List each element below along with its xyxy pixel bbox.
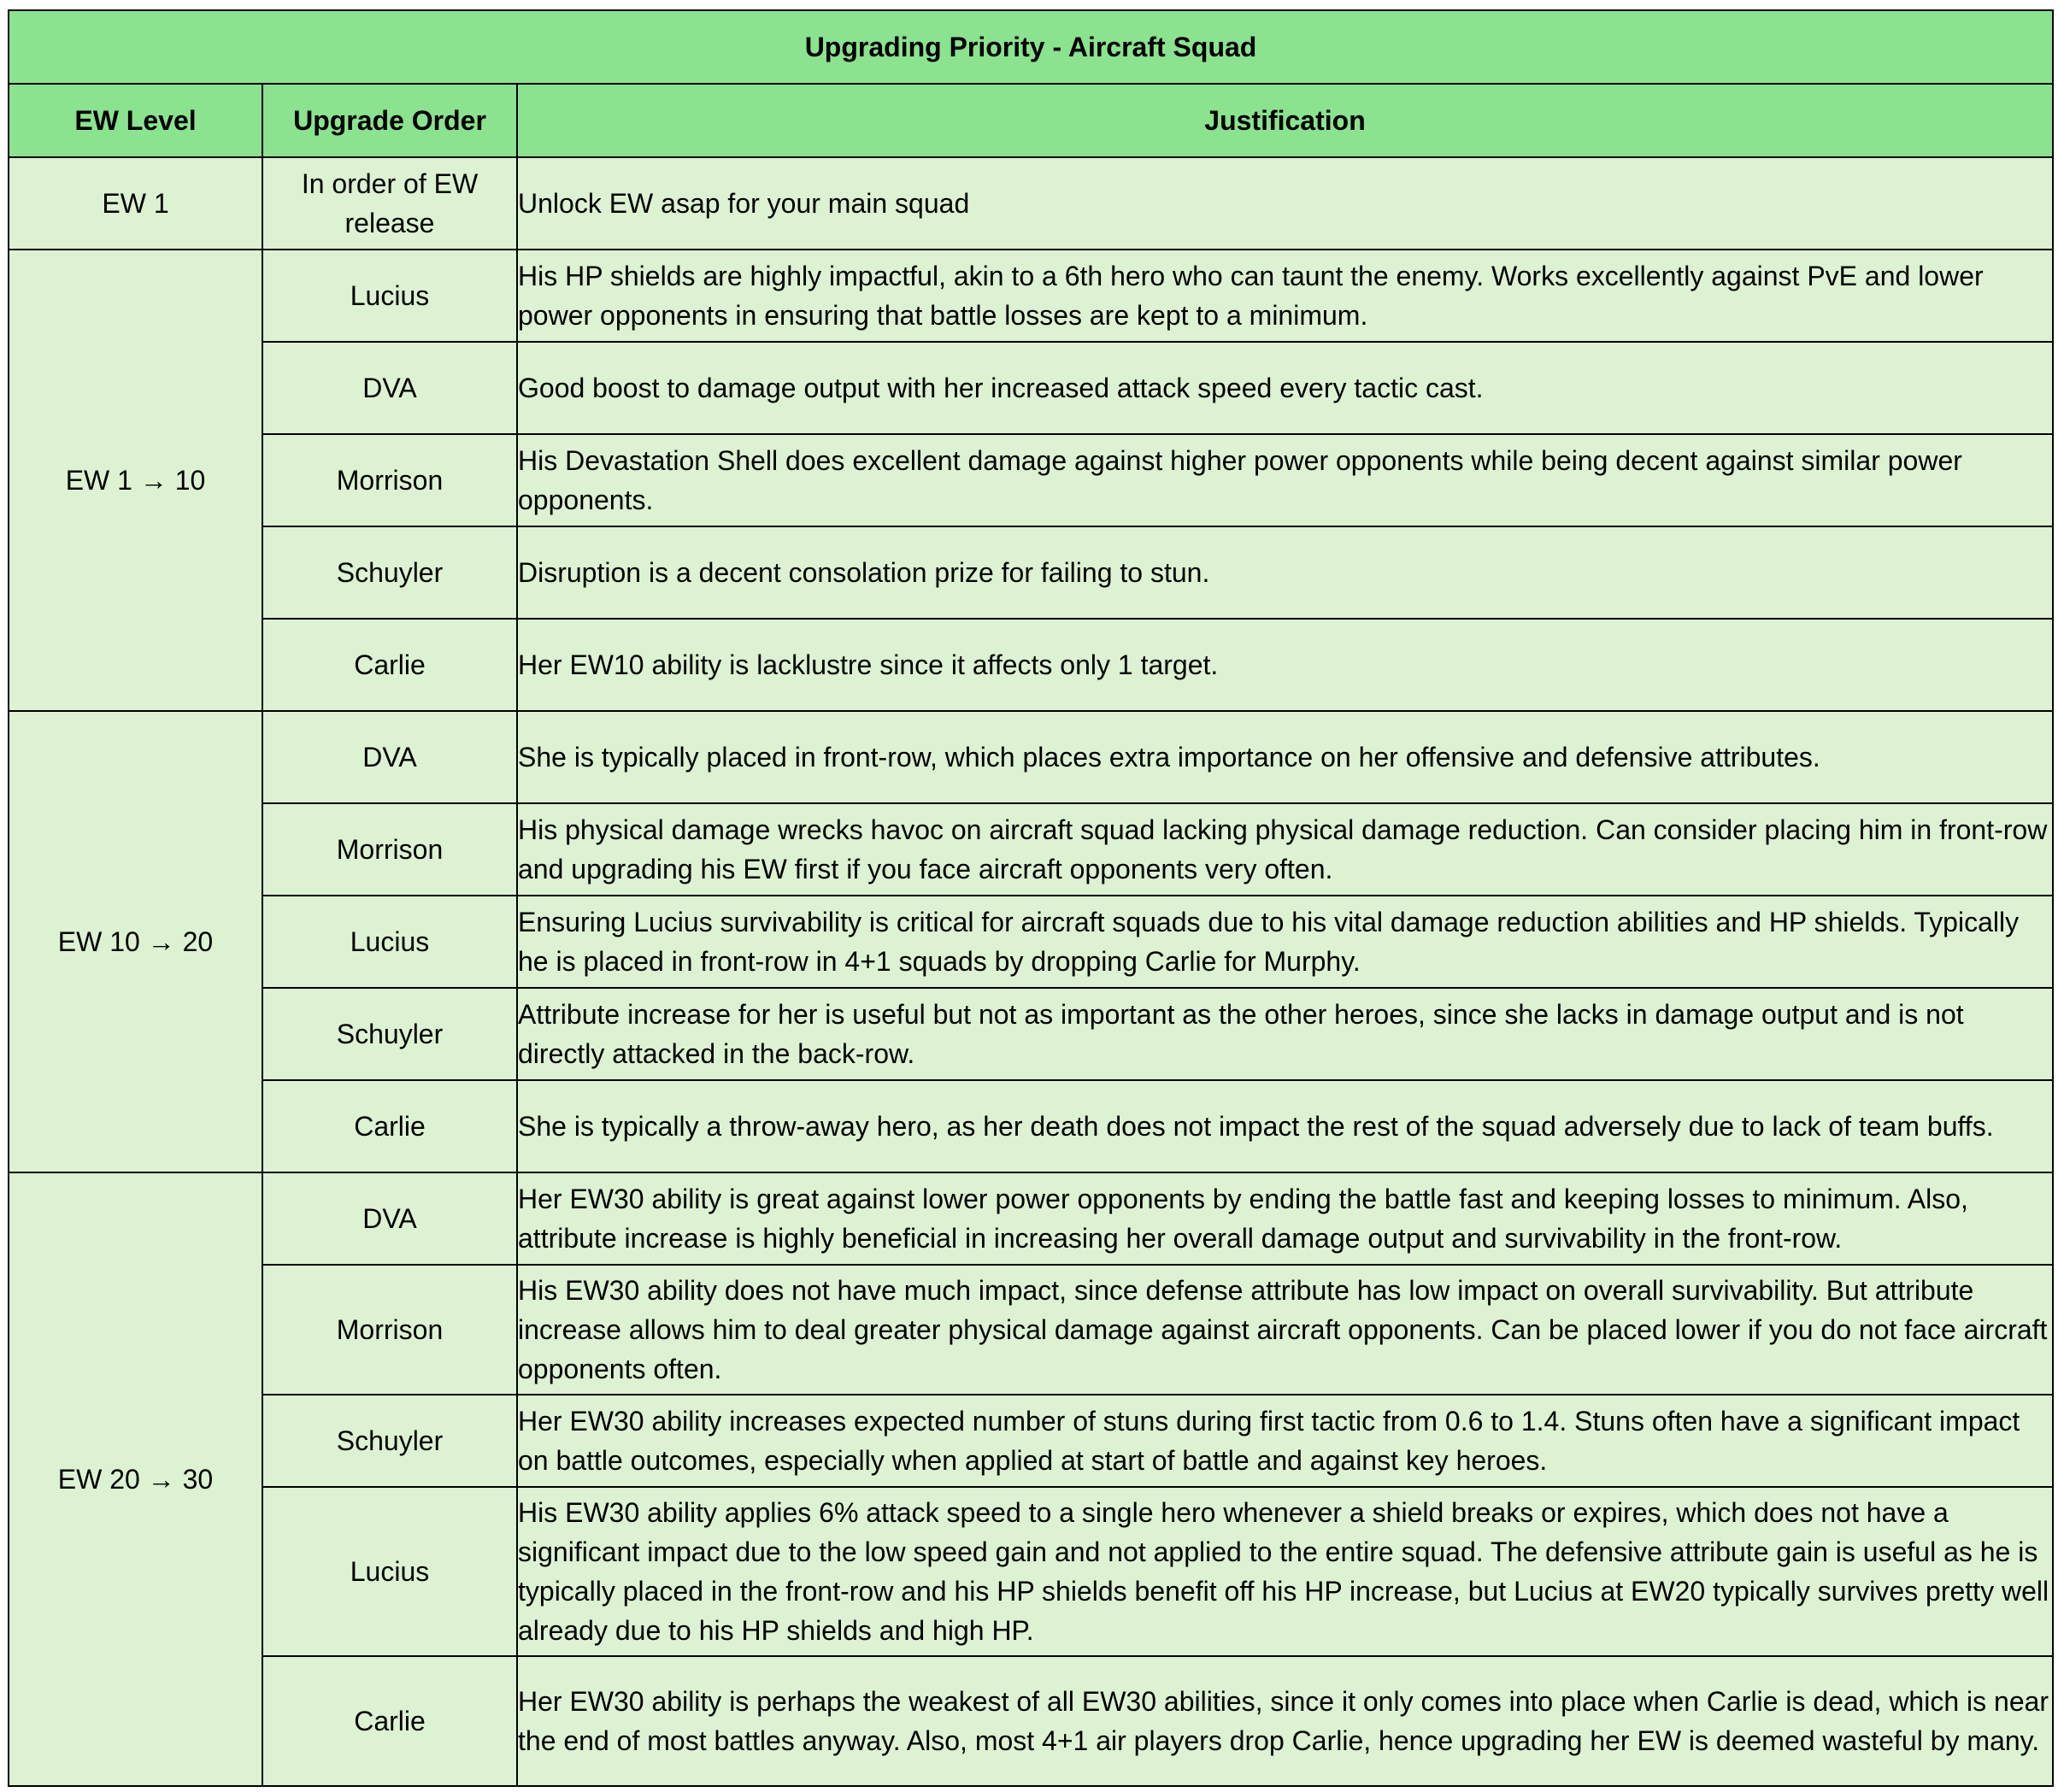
justification-cell: Unlock EW asap for your main squad xyxy=(517,157,2053,250)
upgrade-order-cell: Carlie xyxy=(262,619,517,711)
justification-cell: Attribute increase for her is useful but not as important as the other heroes, since she lacks in damage output and is not directly attacked in the back-row. xyxy=(517,988,2053,1080)
ew-level-cell: EW 20 → 30 xyxy=(9,1172,262,1786)
upgrade-order-cell: In order of EW release xyxy=(262,157,517,250)
justification-cell: His Devastation Shell does excellent damage against higher power opponents while being decent against similar power opponents. xyxy=(517,434,2053,526)
justification-cell: She is typically a throw-away hero, as her death does not impact the rest of the squad adversely due to lack of team buffs. xyxy=(517,1080,2053,1172)
justification-cell: His HP shields are highly impactful, akin to a 6th hero who can taunt the enemy. Works excellently against PvE and lower power opponents in ensuring that battle losses are kept to a minimum. xyxy=(517,250,2053,342)
table-row xyxy=(9,1395,2053,1487)
column-header-justification: Justification xyxy=(517,84,2053,157)
upgrade-order-cell: Schuyler xyxy=(262,1395,517,1487)
table-row xyxy=(9,711,2053,803)
justification-cell: His physical damage wrecks havoc on aircraft squad lacking physical damage reduction. Can consider placing him in front-row and upgrading his EW first if you face aircraft opponents very often. xyxy=(517,803,2053,896)
upgrade-order-cell: DVA xyxy=(262,711,517,803)
table-row xyxy=(9,1487,2053,1656)
table-title: Upgrading Priority - Aircraft Squad xyxy=(9,10,2053,84)
table-row xyxy=(9,896,2053,988)
upgrade-order-cell: Lucius xyxy=(262,250,517,342)
table-row xyxy=(9,619,2053,711)
justification-cell: She is typically placed in front-row, which places extra importance on her offensive and defensive attributes. xyxy=(517,711,2053,803)
column-header-upgrade-order: Upgrade Order xyxy=(262,84,517,157)
upgrade-order-cell: Schuyler xyxy=(262,988,517,1080)
justification-cell: Her EW10 ability is lacklustre since it affects only 1 target. xyxy=(517,619,2053,711)
justification-cell: Disruption is a decent consolation prize for failing to stun. xyxy=(517,526,2053,619)
table-row xyxy=(9,1265,2053,1395)
table-row xyxy=(9,1172,2053,1265)
upgrade-order-cell: DVA xyxy=(262,1172,517,1265)
upgrade-order-cell: Carlie xyxy=(262,1080,517,1172)
table-row xyxy=(9,434,2053,526)
upgrade-order-cell: Lucius xyxy=(262,1487,517,1656)
justification-cell: Good boost to damage output with her increased attack speed every tactic cast. xyxy=(517,342,2053,434)
justification-cell: His EW30 ability does not have much impact, since defense attribute has low impact on overall survivability. But attribute increase allows him to deal greater physical damage against aircraft opponents. Can be placed lower if you do not face aircraft opponents often. xyxy=(517,1265,2053,1395)
upgrade-order-cell: Morrison xyxy=(262,1265,517,1395)
upgrade-order-cell: DVA xyxy=(262,342,517,434)
upgrade-order-cell: Schuyler xyxy=(262,526,517,619)
ew-level-cell: EW 1 → 10 xyxy=(9,250,262,711)
upgrade-order-cell: Morrison xyxy=(262,803,517,896)
table-row xyxy=(9,157,2053,250)
justification-cell: Her EW30 ability increases expected number of stuns during first tactic from 0.6 to 1.4. Stuns often have a significant impact on battle outcomes, especially when applied at start of battle and against key heroes. xyxy=(517,1395,2053,1487)
table-row xyxy=(9,803,2053,896)
ew-level-cell: EW 1 xyxy=(9,157,262,250)
column-header-ew-level: EW Level xyxy=(9,84,262,157)
table-row xyxy=(9,250,2053,342)
table-row xyxy=(9,526,2053,619)
title-row xyxy=(9,10,2053,84)
table-row xyxy=(9,1080,2053,1172)
upgrade-order-cell: Morrison xyxy=(262,434,517,526)
upgrade-order-cell: Carlie xyxy=(262,1656,517,1786)
table-row xyxy=(9,1656,2053,1786)
table-row xyxy=(9,988,2053,1080)
table-row xyxy=(9,342,2053,434)
ew-level-cell: EW 10 → 20 xyxy=(9,711,262,1172)
justification-cell: His EW30 ability applies 6% attack speed to a single hero whenever a shield breaks or expires, which does not have a significant impact due to the low speed gain and not applied to the entire squad. The defensive attribute gain is useful as he is typically placed in the front-row and his HP shields benefit off his HP increase, but Lucius at EW20 typically survives pretty well already due to his HP shields and high HP. xyxy=(517,1487,2053,1656)
upgrade-order-cell: Lucius xyxy=(262,896,517,988)
header-row xyxy=(9,84,2053,157)
justification-cell: Her EW30 ability is great against lower power opponents by ending the battle fast and keeping losses to minimum. Also, attribute increase is highly beneficial in increasing her overall damage output and survivability in the front-row. xyxy=(517,1172,2053,1265)
justification-cell: Ensuring Lucius survivability is critical for aircraft squads due to his vital damage reduction abilities and HP shields. Typically he is placed in front-row in 4+1 squads by dropping Carlie for Murphy. xyxy=(517,896,2053,988)
justification-cell: Her EW30 ability is perhaps the weakest of all EW30 abilities, since it only comes into place when Carlie is dead, which is near the end of most battles anyway. Also, most 4+1 air players drop Carlie, hence upgrading her EW is deemed wasteful by many. xyxy=(517,1656,2053,1786)
priority-table xyxy=(8,9,2054,1787)
